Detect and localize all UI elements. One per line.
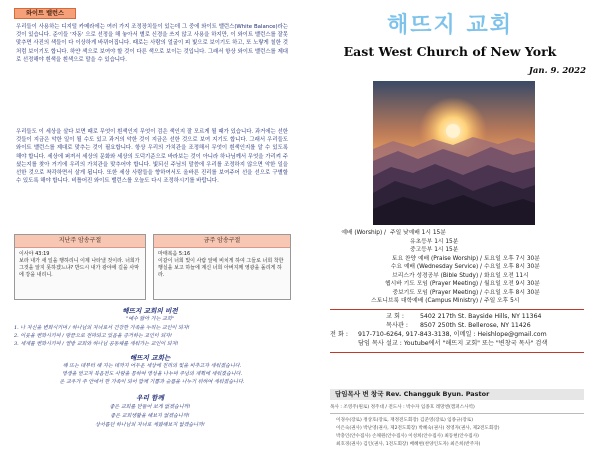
this-week-verse-box <box>153 234 291 300</box>
essay-paragraph-2: 우리들도 이 세상을 살다 보면 때로 무엇이 흰색인지 무엇이 검은 색인지 잘 모르게 될 때가 있습니다. 과거에는 선한 것들이 지금은 악한 일이 될 수도 있고 과거의 악한 것이 지금은 선한 것으로 보여 지기도 합니다. 그래서 우리들도 와이트 밸런스를 제대로 맞추는 것이 필요합니다. 항상 우리의 가치관을 조정해서 무엇이 흰색인지를 알 수 있도록 해야 합니다. 세상에 퍼져서 세상의 문화와 세상의 도덕기준으로 바라보는 것이 아니라 하나님께서 무엇을 가리켜 주셨는지를 찾아 거기에 우리의 가치관을 맞추어야 합니다. 빛되신 주님의 말씀에 우리를 조정하지 않으면 악한 일을 선한 것으로 착각하면서 살게 됩니다. 또한 세상 사람들을 향하여서도 올바른 진리를 보여주어 선을 선으로 구별할 수 있도록 해야 합니다. 비틀어진 와이트 밸런스를 오늘도 다시 조정하시기를 바랍니다. <box>16 129 288 185</box>
service-name: 수요 예배 (Wednesday Service) / <box>390 264 482 270</box>
right-column <box>300 0 600 464</box>
service-row-prayer-1 <box>300 280 600 289</box>
vision-subtitle: "예수 닮아 가는 교회" <box>125 316 174 322</box>
staff-list: 목사 : 조영주(원로) 정주대 / 전도사 : 박수자 임종호 레망엔(캠퍼스사역) <box>330 405 475 410</box>
vision-item-2: 2. 이웃을 변화시키며 / 땅끝으로 전파되고 있음을 증거하는 교인이 되자! <box>14 333 173 339</box>
last-week-verse-text: 보라 내가 새 일을 행하리니 이제 나타낼 것이라. 너희가 그것을 알지 못하겠느냐? 반드시 내가 광야에 길을 사막에 강을 내리니. <box>19 258 140 278</box>
senior-pastor-bar: 담임목사 변 창국 Rev. Changguk Byun. Pastor <box>330 389 584 400</box>
bulletin-date: Jan. 9. 2022 <box>528 66 586 76</box>
service-name: 중보기도 모임 (Prayer Meeting) / <box>392 290 482 296</box>
parsonage-address-label: 목사관 : <box>386 322 408 329</box>
elders-line-4: 최호경(권사) 김인(권사, 1전도회장) 배혜현(찬양인도자) 최은희(반주자) <box>336 442 481 447</box>
prayer-title: 우리 함께 <box>136 394 164 402</box>
service-row-campus <box>300 297 600 306</box>
essay-paragraph-1: 우리들이 사용하는 디지털 카메라에는 여러 가지 조정장치들이 있는데 그 중에 와이트 밸런스(White Balance)라는 것이 있습니다. 준이들 '자동' 으로 선정을 해 놓아서 별로 신경을 쓰지 않고 사용을 하지만, 이 와이트 밸런스를 잘못 맞추면 사진의 색들이 다 이상하게 바뀌어집니다. 때로는 사람의 얼굴이 피 빛으로 보이기도 하고, 또 노랗게 칠한 것처럼 보이기도 합니다. 하얀 색으로 보여야 할 것이 다른 색으로 보이는 것입니다. 그래서 항상 와이트 밸런스를 제대로 선정해야 흰색을 흰색으로 말을 수 있습니다. <box>16 24 288 63</box>
sunrise-landscape-image <box>373 81 535 225</box>
church-line-3: 온 교우가 주 안에서 한 가족이 되어 함께 기쁨과 슬픔을 나누기 위하여 세워졌습니다. <box>59 379 245 385</box>
divider-line <box>330 352 584 353</box>
service-name: 예배 (Worship) / <box>341 230 386 236</box>
prayer-line-1: 좋은 교회를 만들어 보게 없겠습니까! <box>109 404 191 410</box>
service-name: 브리스가 성경공부 (Bible Study) / <box>392 273 482 279</box>
vision-item-1: 1. 나 자신을 변화시키며 / 하나님의 자녀로서 건강한 가족을 누리는 교인이 되자! <box>14 325 190 331</box>
service-time: 주일 오후 5시 <box>484 298 520 304</box>
service-time: 유초등부 1시 15분 <box>410 239 459 245</box>
last-week-verse-box <box>14 234 146 300</box>
prayer-line-2: 좋은 교회생활을 해보지 없겠습니까! <box>110 413 190 419</box>
service-row-wednesday <box>300 263 600 272</box>
this-week-verse-text: 이같이 너희 빛이 사람 앞에 비치게 하여 그들로 너희 착한 행실을 보고 하늘에 계신 너희 아버지께 영광을 돌리게 하라. <box>158 258 284 278</box>
service-name: 스토니브룩 대학예배 (Campus Ministry) / <box>371 298 482 304</box>
service-time: 수요일 오후 8시 30분 <box>484 264 540 270</box>
last-week-verse-ref: 이사야 43:19 <box>19 251 50 257</box>
sunrise-mountain-photo <box>373 81 535 225</box>
column-tag <box>14 8 76 19</box>
service-row-worship <box>300 229 600 238</box>
service-time: 토요일 오후 7시 30분 <box>484 256 540 262</box>
service-name: 헵시바 기도 모임 (Prayer Meeting) / <box>385 281 482 287</box>
youtube-info: 담임 목사 설교 : Youtube에서 "해뜨지 교회" 또는 "변창국 목사" 검색 <box>358 340 548 347</box>
service-time: 중고등부 1시 15분 <box>410 247 459 253</box>
last-week-verse-heading: 지난주 암송구절 <box>15 235 145 248</box>
service-row-youth <box>300 246 600 255</box>
vision-item-3: 3. 세계를 변화시키며 / 열방 교회와 하나님 공동체를 세워가는 교인이 되자! <box>14 341 179 347</box>
church-title-korean: 해뜨지 교회 <box>387 13 513 38</box>
this-week-verse-ref: 마태복음 5:16 <box>158 251 191 257</box>
divider-line <box>330 309 584 310</box>
phone-label: 전 화 : <box>330 331 348 338</box>
service-time: 월요일 오전 9시 30분 <box>484 281 540 287</box>
divider-line <box>330 413 584 414</box>
column-tag-label: 와이트 밸런스 <box>25 10 65 17</box>
church-title-english: East West Church of New York <box>343 44 557 59</box>
elders-line-3: 박충인(안수집사) 손채원(안수집사) 이성희(안수집사) 최동현(안수집사) <box>336 434 479 439</box>
church-line-2: 영생을 얻고자 복음전도 사랑을 통하여 영성을 나누며 주님의 계획에 세워졌습니다. <box>61 371 243 377</box>
church-line-1: 해 뜨는 데부터 해 지는 데까지 어두운 세상에 진리의 빛을 비추고자 세워졌습니다. <box>62 363 242 369</box>
this-week-verse-heading: 금주 암송구절 <box>154 235 290 248</box>
church-title: 해뜨지 교회는 <box>129 354 171 362</box>
prayer-line-3: 상서롭던 하나님의 자녀로 세웠해보지 없겠습니까! <box>95 422 205 428</box>
phone-and-email: 917-710-6264, 917-843-3138, 이메일 : Heishlope@gmail.com <box>358 331 547 338</box>
service-name: 토요 찬양 예배 (Praise Worship) / <box>391 256 482 262</box>
service-time: 수요일 오후 8시 30분 <box>484 290 540 296</box>
service-time: 주일 낮예배 1시 15분 <box>390 230 446 236</box>
vision-title: 해뜨지 교회의 비전 <box>122 307 178 315</box>
service-time: 화요일 오전 11시 <box>484 273 529 279</box>
elders-line-2: 이은숙(권사) 박난영(권사, 제2전도회장) 박혜숙(권사) 정영자(권사, 제2전도회장) <box>336 426 500 431</box>
church-address-label: 교 회 : <box>386 313 404 320</box>
church-address: 5402 217th St. Bayside Hills, NY 11364 <box>420 313 542 320</box>
elders-line-1: 이경수(장로) 정상호(장로, 재정전도회장) 김준영(장로) 임종규(장로) <box>336 418 474 423</box>
parsonage-address: 8507 250th St. Bellerose, NY 11426 <box>420 322 531 329</box>
